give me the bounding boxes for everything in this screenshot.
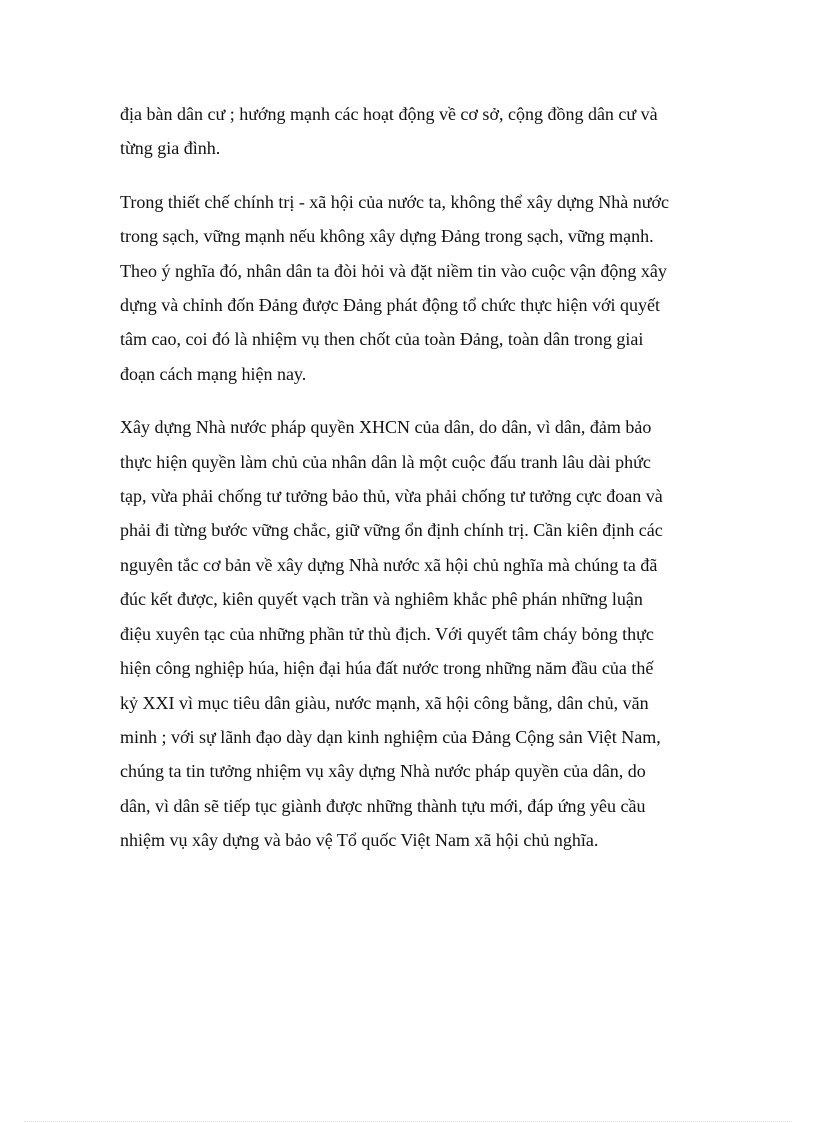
paragraph-line: Xây dựng Nhà nước pháp quyền XHCN của dân, do dân, vì dân, đảm bảo <box>120 417 652 438</box>
paragraph-line: dân, vì dân sẽ tiếp tục giành được những thành tựu mới, đáp ứng yêu cầu <box>120 795 646 816</box>
paragraph-line: nguyên tắc cơ bản về xây dựng Nhà nước xã hội chủ nghĩa mà chúng ta đã <box>120 554 658 575</box>
paragraph-3 <box>120 410 700 857</box>
paragraph-line: kỷ XXI vì mục tiêu dân giàu, nước mạnh, xã hội công bằng, dân chủ, văn <box>120 692 649 713</box>
paragraph-line: dựng và chỉnh đốn Đảng được Đảng phát động tổ chức thực hiện với quyết <box>120 295 660 316</box>
paragraph-line: tạp, vừa phải chống tư tưởng bảo thủ, vừa phải chống tư tưởng cực đoan và <box>120 486 663 507</box>
paragraph-line: tâm cao, coi đó là nhiệm vụ then chốt của toàn Đảng, toàn dân trong giai <box>120 329 644 350</box>
document-body <box>120 97 700 877</box>
paragraph-line: đúc kết được, kiên quyết vạch trần và nghiêm khắc phê phán những luận <box>120 589 643 610</box>
paragraph-line: điệu xuyên tạc của những phần tử thù địch. Với quyết tâm cháy bỏng thực <box>120 623 654 644</box>
paragraph-line: thực hiện quyền làm chủ của nhân dân là một cuộc đấu tranh lâu dài phức <box>120 451 651 472</box>
paragraph-line: trong sạch, vững mạnh nếu không xây dựng Đảng trong sạch, vững mạnh. <box>120 226 654 247</box>
paragraph-1 <box>120 97 700 166</box>
page-bottom-edge <box>24 1121 792 1122</box>
paragraph-2 <box>120 185 700 391</box>
paragraph-line: đoạn cách mạng hiện nay. <box>120 363 307 384</box>
paragraph-line: từng gia đình. <box>120 138 221 159</box>
paragraph-line: hiện công nghiệp húa, hiện đại húa đất nước trong những năm đầu của thế <box>120 658 654 679</box>
paragraph-line: chúng ta tin tưởng nhiệm vụ xây dựng Nhà nước pháp quyền của dân, do <box>120 761 646 782</box>
paragraph-line: minh ; với sự lãnh đạo dày dạn kinh nghiệm của Đảng Cộng sản Việt Nam, <box>120 726 661 747</box>
paragraph-line: Trong thiết chế chính trị - xã hội của nước ta, không thể xây dựng Nhà nước <box>120 191 670 212</box>
paragraph-line: nhiệm vụ xây dựng và bảo vệ Tổ quốc Việt Nam xã hội chủ nghĩa. <box>120 830 599 851</box>
paragraph-line: địa bàn dân cư ; hướng mạnh các hoạt động về cơ sở, cộng đồng dân cư và <box>120 104 658 124</box>
paragraph-line: Theo ý nghĩa đó, nhân dân ta đòi hỏi và đặt niềm tin vào cuộc vận động xây <box>120 260 667 281</box>
paragraph-line: phải đi từng bước vững chắc, giữ vững ổn định chính trị. Cần kiên định các <box>120 520 663 541</box>
